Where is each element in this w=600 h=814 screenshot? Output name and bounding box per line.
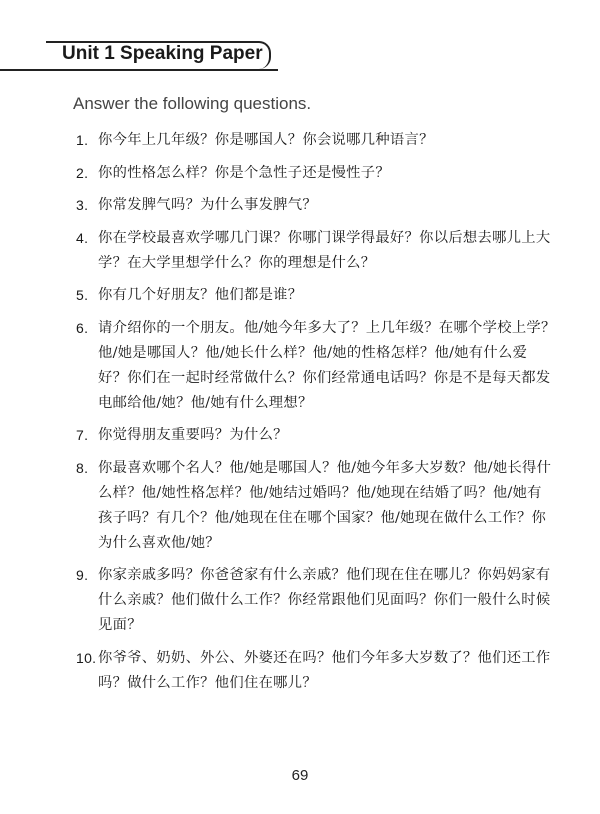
question-number: 4. (76, 229, 89, 246)
question-number: 8. (76, 459, 89, 476)
question-number: 10. (76, 649, 97, 666)
question-item (76, 456, 556, 556)
question-item (76, 128, 556, 153)
page-number: 69 (291, 767, 309, 784)
question-text: 你常发脾气吗？为什么事发脾气？ (98, 197, 317, 213)
instruction-text: Answer the following questions. (73, 94, 312, 113)
question-item (76, 226, 556, 276)
question-list (76, 128, 556, 703)
question-text: 请介绍你的一个朋友。他/她今年多大了？上几年级？在哪个学校上学？他/她是哪国人？他/她长什么样？他/她的性格怎样？他/她有什么爱好？你们在一起时经常做什么？你们经常通电话吗？你是不是每天都发电邮给他/她？他/她有什么理想？ (98, 319, 556, 411)
question-number: 1. (76, 132, 89, 148)
question-item (76, 563, 556, 638)
question-number: 3. (76, 197, 89, 213)
question-text: 你爷爷、奶奶、外公、外婆还在吗？他们今年多大岁数了？他们还工作吗？做什么工作？他们住在哪儿？ (98, 649, 551, 691)
question-text: 你在学校最喜欢学哪几门课？你哪门课学得最好？你以后想去哪儿上大学？在大学里想学什么？你的理想是什么？ (98, 229, 551, 271)
question-text: 你今年上几年级？你是哪国人？你会说哪几种语言？ (98, 132, 434, 148)
question-item (76, 316, 556, 416)
question-number: 5. (76, 287, 89, 303)
question-item (76, 646, 556, 696)
question-number: 7. (76, 427, 89, 443)
question-text: 你觉得朋友重要吗？为什么？ (98, 427, 288, 443)
unit-title: Unit 1 Speaking Paper (62, 43, 263, 64)
question-text: 你的性格怎么样？你是个急性子还是慢性子？ (98, 164, 390, 181)
question-text: 你最喜欢哪个名人？他/她是哪国人？他/她今年多大岁数？他/她长得什么样？他/她性格怎样？他/她结过婚吗？他/她现在结婚了吗？他/她有孩子吗？有几个？他/她现在住在哪个国家？他/她现在做什么工作？你为什么喜欢他/她？ (98, 459, 552, 551)
question-item (76, 161, 556, 186)
question-item (76, 193, 556, 218)
question-text: 你家亲戚多吗？你爸爸家有什么亲戚？他们现在住在哪儿？你妈妈家有什么亲戚？他们做什么工作？你经常跟他们见面吗？你们一般什么时候见面？ (98, 567, 551, 633)
question-item (76, 283, 556, 308)
header-rule (0, 69, 278, 71)
question-number: 9. (76, 567, 89, 583)
question-number: 2. (76, 164, 89, 181)
question-item (76, 423, 556, 448)
question-text: 你有几个好朋友？他们都是谁？ (98, 287, 303, 303)
question-number: 6. (76, 319, 89, 336)
